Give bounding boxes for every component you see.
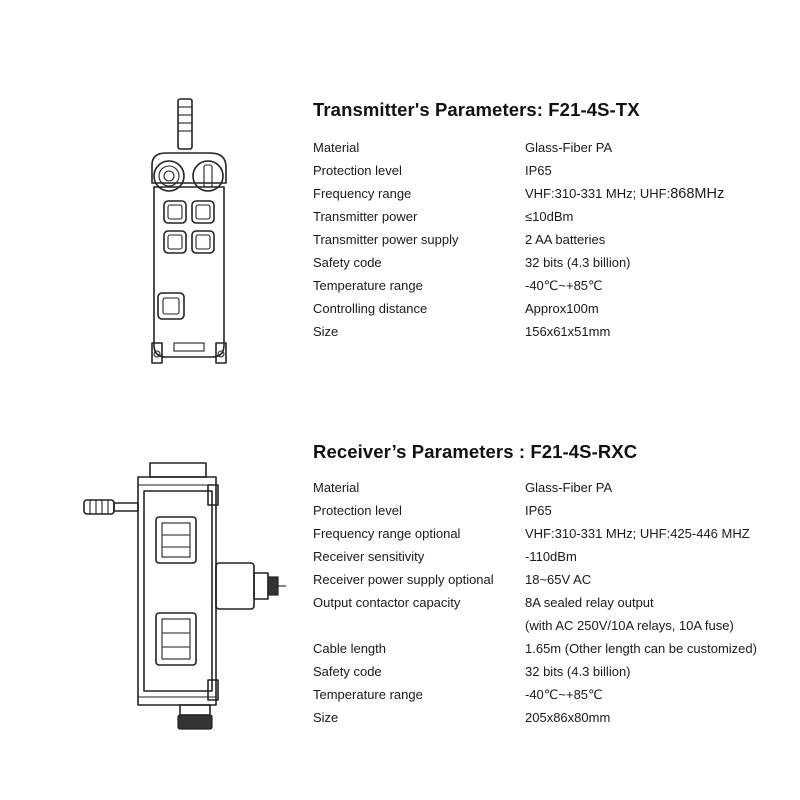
param-value: [525, 182, 724, 206]
table-row: [313, 637, 793, 660]
param-value: 2 AA batteries: [525, 232, 606, 247]
param-label: Cable length: [313, 641, 386, 656]
table-row: [313, 476, 793, 499]
param-value: 8A sealed relay output: [525, 595, 654, 610]
receiver-image: [80, 455, 300, 735]
param-label: Output contactor capacity: [313, 595, 461, 610]
param-label: Material: [313, 480, 360, 495]
table-row: [313, 205, 793, 228]
param-value: 205x86x80mm: [525, 710, 611, 725]
table-row: [313, 706, 793, 729]
receiver-title: Receiver’s Parameters : F21-4S-RXC: [313, 441, 638, 462]
table-row: [313, 297, 793, 320]
table-row: [313, 159, 793, 182]
param-label: Safety code: [313, 255, 382, 270]
param-value-text: VHF:310-331 MHz; UHF:: [525, 186, 671, 201]
table-row: [313, 660, 793, 683]
table-row: [313, 683, 793, 706]
param-value-large: 868MHz: [670, 186, 725, 202]
param-label: Size: [313, 710, 339, 725]
param-label: Temperature range: [313, 687, 423, 702]
table-row: [313, 274, 793, 297]
param-value: 32 bits (4.3 billion): [525, 255, 631, 270]
param-value: 18~65V AC: [525, 572, 592, 587]
param-value: VHF:310-331 MHz; UHF:425-446 MHZ: [525, 526, 750, 541]
param-value: IP65: [525, 503, 552, 518]
param-value: -40℃~+85℃: [525, 687, 603, 702]
param-value: Approx100m: [525, 301, 599, 316]
param-value: (with AC 250V/10A relays, 10A fuse): [525, 618, 734, 633]
param-value: 32 bits (4.3 billion): [525, 664, 631, 679]
receiver-params-table: [313, 476, 793, 729]
param-label: Safety code: [313, 664, 382, 679]
table-row: [313, 522, 793, 545]
table-row: [313, 182, 793, 205]
table-row: [313, 568, 793, 591]
param-value: 156x61x51mm: [525, 324, 611, 339]
table-row: [313, 228, 793, 251]
table-row: [313, 320, 793, 343]
transmitter-params-table: [313, 136, 793, 343]
param-value: IP65: [525, 163, 552, 178]
table-row: [313, 136, 793, 159]
param-value: 1.65m (Other length can be customized): [525, 641, 757, 656]
param-value: -110dBm: [525, 549, 577, 564]
table-row: [313, 545, 793, 568]
param-value: Glass-Fiber PA: [525, 140, 613, 155]
param-value: -40℃~+85℃: [525, 278, 603, 293]
param-label: Receiver sensitivity: [313, 549, 425, 564]
param-label: Size: [313, 324, 339, 339]
transmitter-title: Transmitter's Parameters: F21-4S-TX: [313, 99, 640, 120]
param-label: Frequency range: [313, 186, 412, 201]
param-value: Glass-Fiber PA: [525, 480, 613, 495]
table-row: [313, 614, 793, 637]
table-row: [313, 251, 793, 274]
param-label: Controlling distance: [313, 301, 428, 316]
param-label: Material: [313, 140, 360, 155]
param-label: Receiver power supply optional: [313, 572, 494, 587]
param-label: Protection level: [313, 163, 402, 178]
transmitter-image: [140, 95, 240, 370]
param-label: Temperature range: [313, 278, 423, 293]
table-row: [313, 499, 793, 522]
param-label: Transmitter power: [313, 209, 418, 224]
param-label: Protection level: [313, 503, 402, 518]
param-value: ≤10dBm: [525, 209, 574, 224]
param-label: Frequency range optional: [313, 526, 461, 541]
table-row: [313, 591, 793, 614]
param-label: Transmitter power supply: [313, 232, 459, 247]
